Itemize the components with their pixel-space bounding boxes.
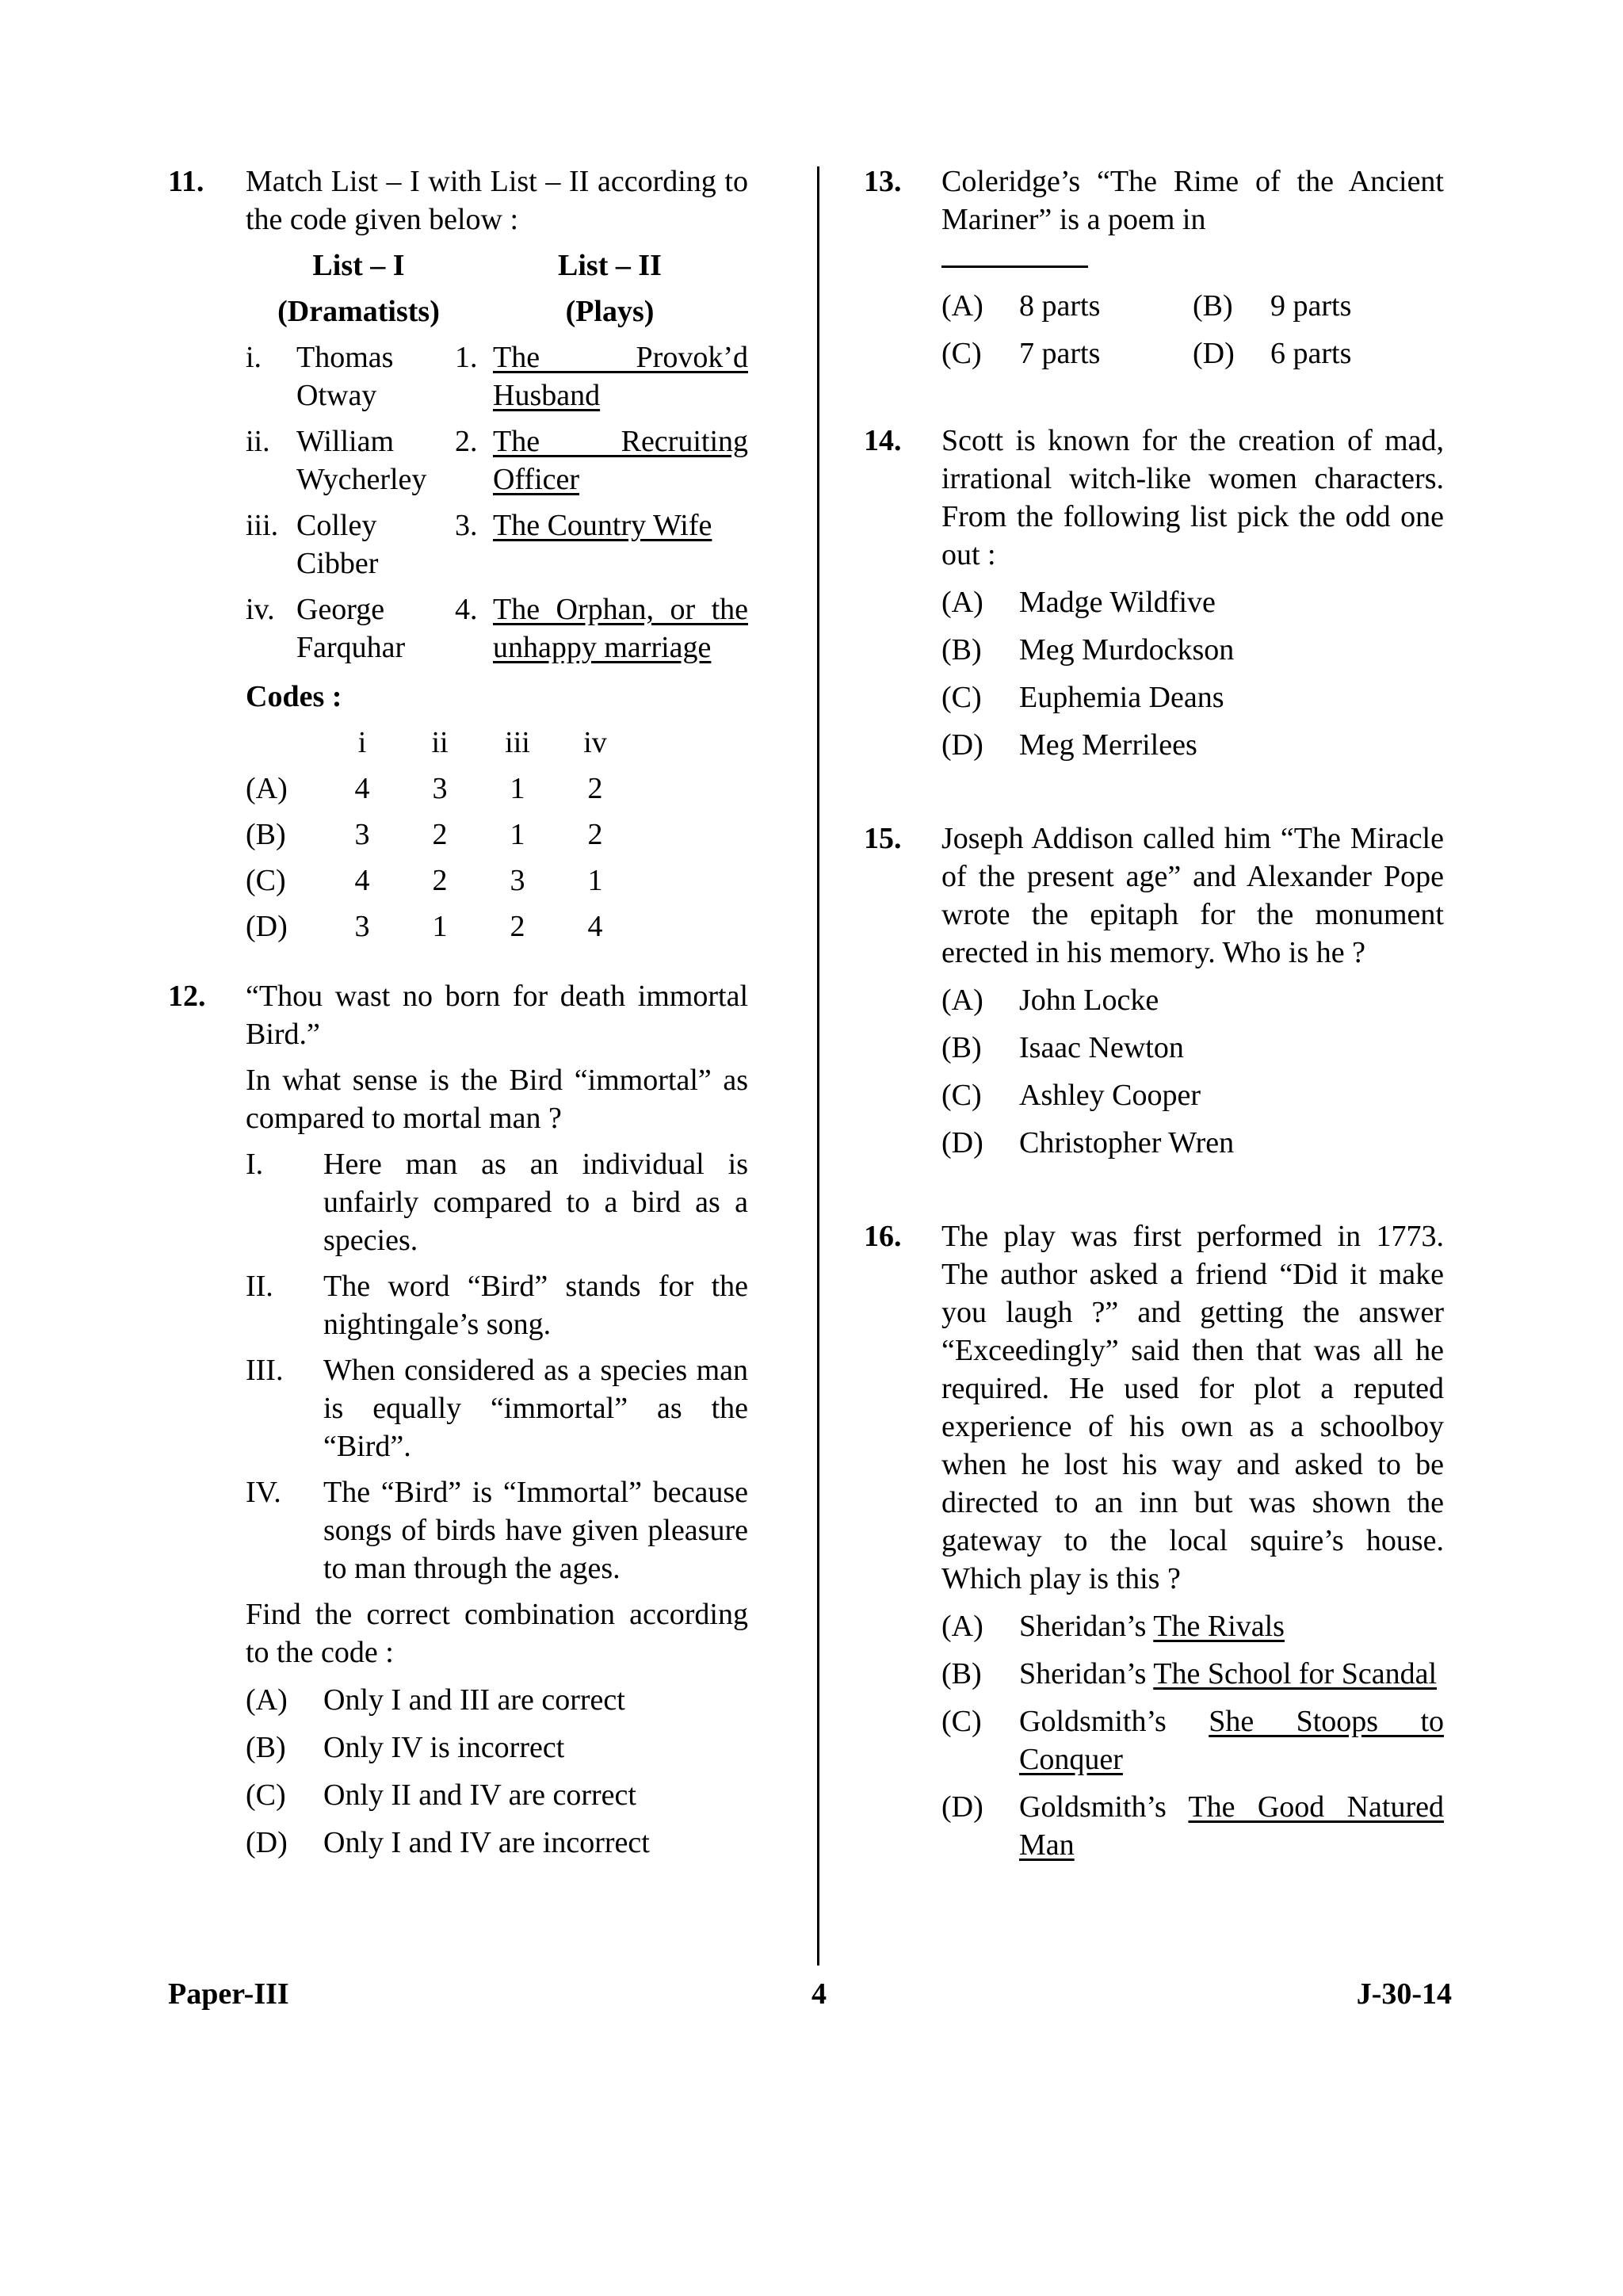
question-11 — [168, 162, 748, 946]
option-b[interactable] — [246, 1729, 748, 1767]
option-c[interactable] — [941, 678, 1444, 716]
statement-text: The word “Bird” stands for the nightingale’s song. — [323, 1270, 748, 1341]
code-row — [246, 770, 748, 808]
code-row — [246, 907, 748, 946]
option-c[interactable] — [941, 334, 1193, 372]
option-d[interactable] — [941, 726, 1444, 764]
option-text: Isaac Newton — [1019, 1031, 1184, 1064]
option-text — [1019, 1607, 1444, 1645]
list-headings — [246, 246, 748, 285]
question-stem: Match List – I with List – II according to the code given below : — [246, 165, 748, 236]
row-numeral: ii. — [246, 425, 270, 458]
exam-code: J-30-14 — [1356, 1977, 1452, 2011]
code-value: 3 — [354, 910, 370, 943]
option-a[interactable] — [941, 981, 1444, 1019]
option-d[interactable] — [246, 1824, 748, 1862]
code-value: 3 — [432, 772, 448, 805]
option-text: Ashley Cooper — [1019, 1079, 1201, 1112]
question-13 — [864, 162, 1444, 372]
question-stem: Coleridge’s “The Rime of the Ancient Mariner” is a poem in — [941, 165, 1444, 236]
left-column — [168, 162, 748, 1871]
option-text — [1019, 1655, 1444, 1693]
question-number: 14. — [864, 424, 902, 457]
options — [941, 1607, 1444, 1864]
match-row — [246, 590, 748, 667]
play-number: 4. — [455, 593, 478, 626]
code-row — [246, 816, 748, 854]
statement-label: I. — [246, 1148, 264, 1181]
question-number: 12. — [168, 980, 206, 1013]
option-label: (B) — [941, 633, 982, 667]
option-author: Sheridan’s — [1019, 1610, 1147, 1643]
code-head: i — [357, 726, 367, 759]
option-label: (D) — [941, 728, 983, 762]
question-quote: “Thou wast no born for death immortal Bird.” — [246, 980, 748, 1051]
code-head: iv — [583, 726, 607, 759]
question-stem: In what sense is the Bird “immortal” as compared to mortal man ? — [246, 1064, 748, 1135]
code-option-label: (C) — [246, 864, 286, 897]
code-head: iii — [505, 726, 530, 759]
option-text — [1019, 1702, 1444, 1778]
list-subheadings — [246, 292, 748, 330]
question-stem: Joseph Addison called him “The Miracle of the present age” and Alexander Pope wrote the epitaph for the monument erected in his memory. Who is he ? — [941, 822, 1444, 969]
code-value: 2 — [587, 818, 603, 851]
option-author: Goldsmith’s — [1019, 1790, 1167, 1824]
options — [941, 583, 1444, 764]
option-row — [941, 287, 1444, 325]
code-value: 4 — [354, 864, 370, 897]
option-c[interactable] — [941, 1076, 1444, 1114]
option-title: The Good Natured Man — [1019, 1790, 1444, 1862]
statement-item — [246, 1267, 748, 1343]
option-title: The School for Scandal — [1153, 1657, 1437, 1690]
match-row — [246, 506, 748, 583]
play-title: The Recruiting Officer — [493, 425, 748, 496]
option-d[interactable] — [941, 1124, 1444, 1162]
page-number: 4 — [812, 1977, 827, 2011]
option-label: (B) — [941, 1031, 982, 1064]
answer-blank — [941, 239, 1444, 277]
option-text: 7 parts — [1019, 337, 1101, 370]
option-b[interactable] — [941, 1655, 1444, 1693]
dramatist-name: Colley Cibber — [296, 509, 379, 580]
play-number: 3. — [455, 509, 478, 542]
option-text: Only I and III are correct — [323, 1683, 625, 1717]
question-12 — [168, 977, 748, 1862]
option-c[interactable] — [246, 1776, 748, 1814]
list2-subtitle: (Plays) — [565, 295, 655, 328]
option-label: (C) — [941, 681, 982, 714]
option-label: (A) — [246, 1683, 288, 1717]
option-label: (B) — [1193, 289, 1233, 323]
option-d[interactable] — [1193, 334, 1444, 372]
code-value: 4 — [587, 910, 603, 943]
option-label: (A) — [941, 289, 983, 323]
play-title: The Orphan, or the unhappy marriage — [493, 593, 748, 664]
option-text: 9 parts — [1270, 289, 1352, 323]
play-title: The Country Wife — [493, 509, 712, 542]
option-c[interactable] — [941, 1702, 1444, 1778]
option-label: (D) — [246, 1826, 288, 1859]
row-numeral: iv. — [246, 593, 275, 626]
code-value: 1 — [432, 910, 448, 943]
option-d[interactable] — [941, 1788, 1444, 1864]
code-value: 1 — [510, 772, 525, 805]
option-a[interactable] — [246, 1681, 748, 1719]
question-number: 15. — [864, 822, 902, 855]
question-stem: Scott is known for the creation of mad, irrational witch-like women characters. From the following list pick the odd one out : — [941, 424, 1444, 571]
codes-label: Codes : — [246, 680, 342, 713]
option-a[interactable] — [941, 583, 1444, 621]
play-title: The Provok’d Husband — [493, 341, 748, 412]
question-stem: The play was first performed in 1773. The author asked a friend “Did it make you laugh ?” and getting the answer “Exceedingly” said then that was all he required. He used for plot a reputed experience of his own as a schoolboy when he lost his way and asked to be directed to an inn but was shown the gateway to the local squire’s house. Which play is this ? — [941, 1220, 1444, 1595]
options — [941, 981, 1444, 1162]
code-option-label: (A) — [246, 772, 288, 805]
option-text: Only I and IV are incorrect — [323, 1826, 650, 1859]
option-text: Only IV is incorrect — [323, 1731, 565, 1764]
option-a[interactable] — [941, 287, 1193, 325]
option-text: Only II and IV are correct — [323, 1778, 636, 1812]
statement-item — [246, 1351, 748, 1465]
code-option-label: (B) — [246, 818, 286, 851]
column-divider — [817, 166, 819, 1966]
option-b[interactable] — [941, 631, 1444, 669]
option-label: (C) — [941, 1079, 982, 1112]
option-b[interactable] — [941, 1029, 1444, 1067]
code-value: 1 — [587, 864, 603, 897]
option-label: (A) — [941, 586, 983, 619]
code-value: 3 — [510, 864, 525, 897]
statement-item — [246, 1473, 748, 1587]
option-label: (B) — [246, 1731, 286, 1764]
option-label: (D) — [1193, 337, 1235, 370]
statement-item — [246, 1145, 748, 1259]
options — [941, 287, 1444, 372]
dramatist-name: Thomas Otway — [296, 341, 394, 412]
match-row — [246, 422, 748, 499]
question-number: 11. — [168, 165, 204, 198]
statement-text: When considered as a species man is equally “immortal” as the “Bird”. — [323, 1354, 748, 1463]
blank-line — [941, 239, 1088, 268]
statement-label: II. — [246, 1270, 273, 1303]
option-label: (B) — [941, 1657, 982, 1690]
question-15 — [864, 819, 1444, 1162]
option-label: (C) — [941, 337, 982, 370]
dramatist-name: George Farquhar — [296, 593, 406, 664]
option-text: Christopher Wren — [1019, 1126, 1235, 1159]
question-number: 16. — [864, 1220, 902, 1253]
option-text: Meg Murdockson — [1019, 633, 1235, 667]
right-column — [864, 162, 1444, 1874]
code-value: 4 — [354, 772, 370, 805]
option-label: (A) — [941, 984, 983, 1017]
statement-text: The “Bird” is “Immortal” because songs of birds have given pleasure to man through the ages. — [323, 1476, 748, 1585]
row-numeral: i. — [246, 341, 262, 374]
option-row — [941, 334, 1444, 372]
question-number: 13. — [864, 165, 902, 198]
option-b[interactable] — [1193, 287, 1444, 325]
code-value: 2 — [587, 772, 603, 805]
codes-spacer — [246, 724, 323, 762]
dramatist-name: William Wycherley — [296, 425, 427, 496]
option-text: Madge Wildfive — [1019, 586, 1216, 619]
list2-title: List – II — [558, 249, 662, 282]
code-row — [246, 861, 748, 900]
statement-label: IV. — [246, 1476, 281, 1509]
option-label: (D) — [941, 1790, 983, 1824]
question-16 — [864, 1217, 1444, 1864]
option-label: (C) — [941, 1705, 982, 1738]
statement-label: III. — [246, 1354, 284, 1387]
option-a[interactable] — [941, 1607, 1444, 1645]
statement-text: Here man as an individual is unfairly compared to a bird as a species. — [323, 1148, 748, 1257]
play-number: 1. — [455, 341, 478, 374]
option-label: (C) — [246, 1778, 286, 1812]
option-text: John Locke — [1019, 984, 1159, 1017]
option-text: 8 parts — [1019, 289, 1101, 323]
options — [246, 1681, 748, 1862]
match-row — [246, 338, 748, 415]
code-option-label: (D) — [246, 910, 288, 943]
option-text: Euphemia Deans — [1019, 681, 1224, 714]
list1-subtitle: (Dramatists) — [277, 295, 440, 328]
option-label: (D) — [941, 1126, 983, 1159]
option-text: Meg Merrilees — [1019, 728, 1197, 762]
code-value: 2 — [432, 818, 448, 851]
question-instruction: Find the correct combination according to the code : — [246, 1598, 748, 1669]
code-value: 2 — [510, 910, 525, 943]
list1-title: List – I — [312, 249, 405, 282]
codes-header-row — [246, 724, 748, 762]
code-value: 1 — [510, 818, 525, 851]
question-14 — [864, 422, 1444, 764]
play-number: 2. — [455, 425, 478, 458]
row-numeral: iii. — [246, 509, 279, 542]
option-text — [1019, 1788, 1444, 1864]
code-head: ii — [431, 726, 449, 759]
paper-label: Paper-III — [168, 1977, 289, 2011]
option-author: Sheridan’s — [1019, 1657, 1147, 1690]
code-value: 2 — [432, 864, 448, 897]
option-author: Goldsmith’s — [1019, 1705, 1167, 1738]
option-title: The Rivals — [1153, 1610, 1285, 1643]
option-title: She Stoops to Conquer — [1019, 1705, 1445, 1776]
code-value: 3 — [354, 818, 370, 851]
option-label: (A) — [941, 1610, 983, 1643]
option-text: 6 parts — [1270, 337, 1352, 370]
